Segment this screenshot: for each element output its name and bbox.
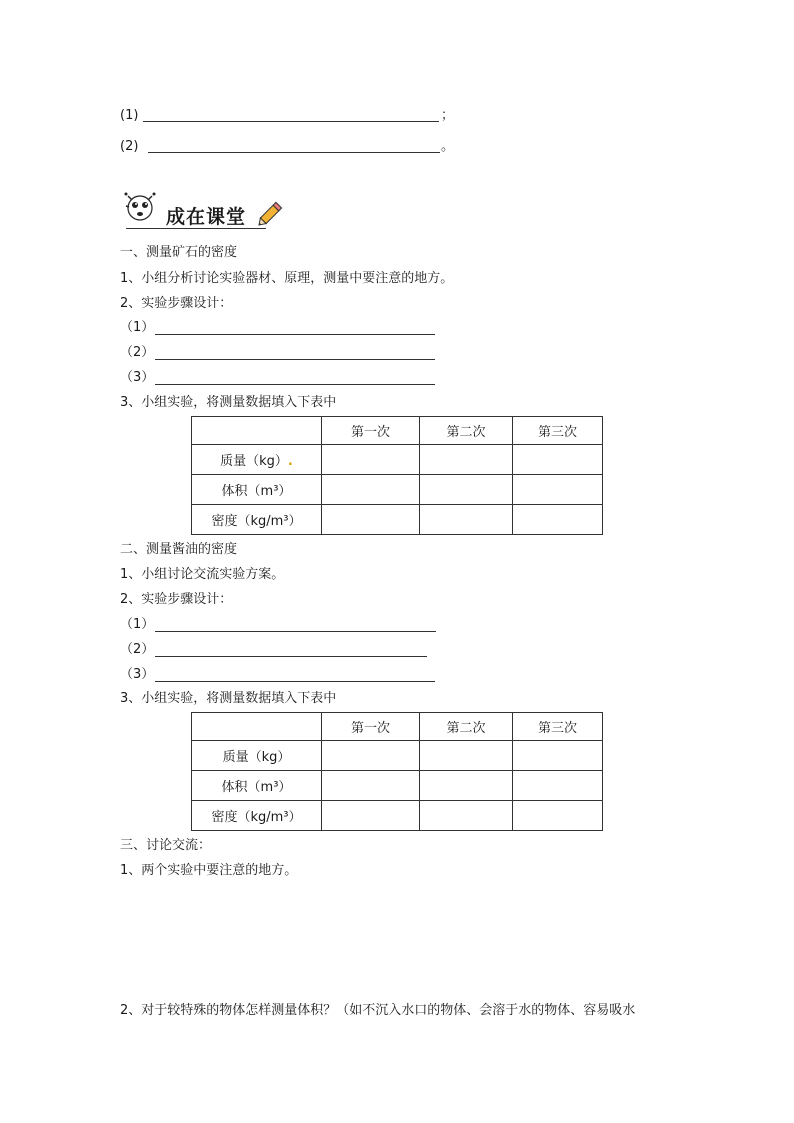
section1-item-3-label: （3） [120, 370, 155, 385]
section1-step2: 2、实验步骤设计： [120, 296, 233, 311]
section1-item-3-blank[interactable] [155, 384, 435, 385]
table-row [192, 801, 603, 831]
table-header-row [192, 417, 603, 445]
section2-item-3-label: （3） [120, 667, 155, 682]
data-cell[interactable] [420, 445, 513, 475]
section2-item-2-blank[interactable] [155, 656, 427, 657]
section-banner [118, 186, 288, 234]
preview-item-2-blank[interactable] [148, 152, 440, 153]
section1-data-table [191, 416, 603, 535]
table-header-cell: 第二次 [420, 713, 513, 741]
section3-question-2: 2、对于较特殊的物体怎样测量体积？（如不沉入水口的物体、会溶于水的物体、容易吸水 [120, 1003, 636, 1018]
section2-step2: 2、实验步骤设计： [120, 592, 233, 607]
data-cell[interactable] [513, 445, 603, 475]
row-label: 体积（m³） [192, 771, 322, 801]
row-label: 体积（m³） [192, 475, 322, 505]
banner-underline [126, 228, 266, 229]
data-cell[interactable] [322, 801, 420, 831]
section2-item-1-blank[interactable] [155, 631, 436, 632]
table-row [192, 741, 603, 771]
table-row [192, 445, 603, 475]
data-cell[interactable] [322, 475, 420, 505]
preview-item-2-label: (2) [120, 139, 139, 154]
data-cell[interactable] [513, 505, 603, 535]
section2-heading: 二、测量酱油的密度 [120, 542, 238, 557]
data-cell[interactable] [420, 741, 513, 771]
section2-item-1-label: （1） [120, 617, 155, 632]
pencil-icon [256, 198, 286, 228]
table-header-row [192, 713, 603, 741]
table-header-cell: 第一次 [322, 417, 420, 445]
table-row [192, 505, 603, 535]
data-cell[interactable] [322, 741, 420, 771]
section2-item-3-blank[interactable] [155, 681, 435, 682]
data-cell[interactable] [322, 445, 420, 475]
preview-item-1-label: (1) [120, 108, 139, 123]
row-label: 质量（kg） [192, 741, 322, 771]
table-header-cell [192, 713, 322, 741]
section3-heading: 三、讨论交流： [120, 838, 212, 853]
data-cell[interactable] [420, 801, 513, 831]
ink-mark: . [287, 454, 293, 469]
section1-step1: 1、小组分析讨论实验器材、原理，测量中要注意的地方。 [120, 271, 454, 286]
table-header-cell: 第三次 [513, 417, 603, 445]
data-cell[interactable] [513, 741, 603, 771]
section1-item-1-blank[interactable] [155, 334, 435, 335]
data-cell[interactable] [322, 505, 420, 535]
data-cell[interactable] [513, 475, 603, 505]
section1-step3: 3、小组实验，将测量数据填入下表中 [120, 395, 337, 410]
section1-item-2-blank[interactable] [155, 359, 435, 360]
data-cell[interactable] [513, 771, 603, 801]
section2-step3: 3、小组实验，将测量数据填入下表中 [120, 691, 337, 706]
section2-step1: 1、小组讨论交流实验方案。 [120, 567, 285, 582]
banner-title: 成在课堂 [166, 206, 247, 228]
data-cell[interactable] [420, 771, 513, 801]
section2-data-table [191, 712, 603, 831]
cartoon-face-icon [120, 186, 160, 226]
row-label: 密度（kg/m³） [192, 505, 322, 535]
table-row [192, 771, 603, 801]
table-row [192, 475, 603, 505]
section3-question-1: 1、两个实验中要注意的地方。 [120, 863, 298, 878]
table-header-cell [192, 417, 322, 445]
table-header-cell: 第一次 [322, 713, 420, 741]
section1-item-1-label: （1） [120, 320, 155, 335]
preview-item-1-end: ； [441, 108, 455, 123]
section1-item-2-label: （2） [120, 345, 155, 360]
table-header-cell: 第二次 [420, 417, 513, 445]
preview-item-1-blank[interactable] [143, 121, 439, 122]
section1-heading: 一、测量矿石的密度 [120, 245, 238, 260]
section2-item-2-label: （2） [120, 642, 155, 657]
row-label: 质量（kg）. [192, 445, 322, 475]
preview-item-2-end: 。 [441, 139, 455, 154]
data-cell[interactable] [420, 475, 513, 505]
row-label: 密度（kg/m³） [192, 801, 322, 831]
table-header-cell: 第三次 [513, 713, 603, 741]
data-cell[interactable] [513, 801, 603, 831]
data-cell[interactable] [420, 505, 513, 535]
data-cell[interactable] [322, 771, 420, 801]
